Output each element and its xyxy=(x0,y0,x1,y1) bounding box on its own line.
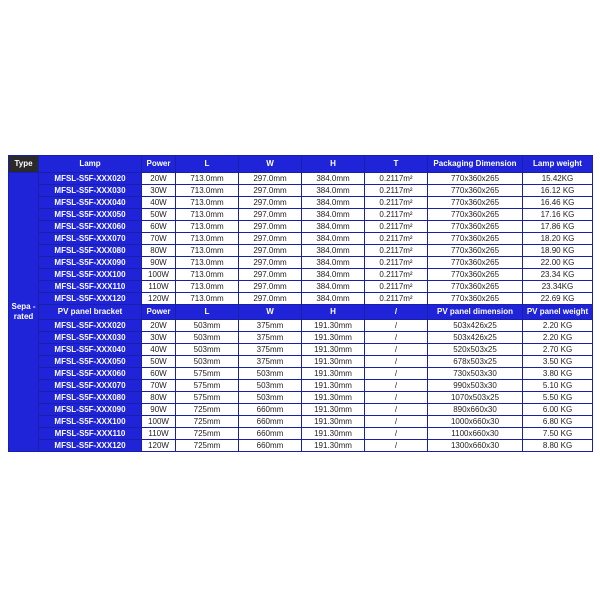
cell-dimension: 770x360x265 xyxy=(428,257,523,269)
cell-h: 384.0mm xyxy=(302,233,365,245)
cell-power: 80W xyxy=(142,392,176,404)
cell-w: 375mm xyxy=(239,332,302,344)
cell-t: 0.2117m² xyxy=(365,293,428,305)
cell-model: MFSL-S5F-XXX120 xyxy=(39,293,142,305)
cell-l: 725mm xyxy=(176,440,239,452)
header-h: H xyxy=(302,156,365,173)
pv-header-power: Power xyxy=(142,305,176,320)
cell-l: 713.0mm xyxy=(176,185,239,197)
header-lamp-weight: Lamp weight xyxy=(523,156,593,173)
table-row xyxy=(9,257,593,269)
table-row xyxy=(9,404,593,416)
cell-dimension: 890x660x30 xyxy=(428,404,523,416)
cell-w: 297.0mm xyxy=(239,245,302,257)
cell-power: 80W xyxy=(142,245,176,257)
cell-h: 191.30mm xyxy=(302,356,365,368)
cell-dimension: 503x426x25 xyxy=(428,332,523,344)
cell-l: 575mm xyxy=(176,368,239,380)
cell-model: MFSL-S5F-XXX050 xyxy=(39,209,142,221)
cell-h: 191.30mm xyxy=(302,416,365,428)
header-w: W xyxy=(239,156,302,173)
cell-h: 384.0mm xyxy=(302,197,365,209)
cell-l: 503mm xyxy=(176,344,239,356)
cell-dimension: 770x360x265 xyxy=(428,185,523,197)
cell-dimension: 770x360x265 xyxy=(428,173,523,185)
cell-power: 100W xyxy=(142,416,176,428)
cell-w: 375mm xyxy=(239,344,302,356)
cell-dimension: 770x360x265 xyxy=(428,209,523,221)
cell-power: 120W xyxy=(142,440,176,452)
cell-w: 503mm xyxy=(239,368,302,380)
cell-h: 384.0mm xyxy=(302,245,365,257)
cell-model: MFSL-S5F-XXX030 xyxy=(39,332,142,344)
cell-h: 384.0mm xyxy=(302,173,365,185)
cell-model: MFSL-S5F-XXX100 xyxy=(39,269,142,281)
table-row xyxy=(9,368,593,380)
cell-weight: 22.69 KG xyxy=(523,293,593,305)
table-header-row xyxy=(9,156,593,173)
cell-t: 0.2117m² xyxy=(365,233,428,245)
cell-l: 713.0mm xyxy=(176,209,239,221)
cell-w: 375mm xyxy=(239,356,302,368)
table-row xyxy=(9,281,593,293)
pv-header-dimension: PV panel dimension xyxy=(428,305,523,320)
cell-l: 725mm xyxy=(176,428,239,440)
cell-dimension: 770x360x265 xyxy=(428,233,523,245)
cell-weight: 5.50 KG xyxy=(523,392,593,404)
cell-power: 70W xyxy=(142,380,176,392)
cell-weight: 2.20 KG xyxy=(523,332,593,344)
cell-dimension: 503x426x25 xyxy=(428,320,523,332)
cell-dimension: 1070x503x25 xyxy=(428,392,523,404)
cell-l: 503mm xyxy=(176,356,239,368)
table-row xyxy=(9,440,593,452)
cell-model: MFSL-S5F-XXX040 xyxy=(39,344,142,356)
cell-t: / xyxy=(365,404,428,416)
cell-dimension: 730x503x30 xyxy=(428,368,523,380)
cell-weight: 8.80 KG xyxy=(523,440,593,452)
cell-l: 713.0mm xyxy=(176,173,239,185)
cell-model: MFSL-S5F-XXX070 xyxy=(39,380,142,392)
cell-model: MFSL-S5F-XXX080 xyxy=(39,392,142,404)
cell-t: / xyxy=(365,416,428,428)
cell-l: 575mm xyxy=(176,392,239,404)
table-row xyxy=(9,233,593,245)
pv-header-weight: PV panel weight xyxy=(523,305,593,320)
cell-power: 70W xyxy=(142,233,176,245)
cell-w: 297.0mm xyxy=(239,197,302,209)
cell-model: MFSL-S5F-XXX090 xyxy=(39,257,142,269)
cell-w: 297.0mm xyxy=(239,269,302,281)
cell-power: 20W xyxy=(142,173,176,185)
header-t: T xyxy=(365,156,428,173)
cell-t: 0.2117m² xyxy=(365,281,428,293)
cell-h: 384.0mm xyxy=(302,293,365,305)
cell-l: 575mm xyxy=(176,380,239,392)
cell-weight: 2.70 KG xyxy=(523,344,593,356)
cell-w: 660mm xyxy=(239,416,302,428)
cell-model: MFSL-S5F-XXX100 xyxy=(39,416,142,428)
cell-dimension: 770x360x265 xyxy=(428,293,523,305)
cell-power: 110W xyxy=(142,281,176,293)
table-body xyxy=(9,173,593,452)
cell-model: MFSL-S5F-XXX050 xyxy=(39,356,142,368)
cell-power: 90W xyxy=(142,404,176,416)
cell-l: 503mm xyxy=(176,332,239,344)
cell-h: 191.30mm xyxy=(302,392,365,404)
cell-w: 503mm xyxy=(239,380,302,392)
cell-power: 120W xyxy=(142,293,176,305)
table-row xyxy=(9,293,593,305)
cell-weight: 16.46 KG xyxy=(523,197,593,209)
cell-t: 0.2117m² xyxy=(365,173,428,185)
cell-dimension: 1000x660x30 xyxy=(428,416,523,428)
header-power: Power xyxy=(142,156,176,173)
table-row xyxy=(9,173,593,185)
spec-table xyxy=(8,155,593,452)
cell-t: 0.2117m² xyxy=(365,257,428,269)
cell-power: 110W xyxy=(142,428,176,440)
table-row xyxy=(9,332,593,344)
cell-dimension: 1300x660x30 xyxy=(428,440,523,452)
pv-header-bracket: PV panel bracket xyxy=(39,305,142,320)
cell-w: 375mm xyxy=(239,320,302,332)
pv-header-slash: / xyxy=(365,305,428,320)
cell-l: 713.0mm xyxy=(176,245,239,257)
cell-dimension: 990x503x30 xyxy=(428,380,523,392)
table-row xyxy=(9,197,593,209)
pv-header-w: W xyxy=(239,305,302,320)
cell-power: 100W xyxy=(142,269,176,281)
table-row xyxy=(9,380,593,392)
table-row xyxy=(9,428,593,440)
cell-h: 191.30mm xyxy=(302,428,365,440)
table-row xyxy=(9,221,593,233)
cell-t: / xyxy=(365,380,428,392)
cell-weight: 7.50 KG xyxy=(523,428,593,440)
cell-h: 191.30mm xyxy=(302,368,365,380)
cell-model: MFSL-S5F-XXX070 xyxy=(39,233,142,245)
cell-w: 297.0mm xyxy=(239,281,302,293)
cell-weight: 18.90 KG xyxy=(523,245,593,257)
cell-w: 297.0mm xyxy=(239,233,302,245)
header-l: L xyxy=(176,156,239,173)
cell-w: 660mm xyxy=(239,404,302,416)
cell-weight: 2.20 KG xyxy=(523,320,593,332)
cell-dimension: 770x360x265 xyxy=(428,197,523,209)
cell-power: 90W xyxy=(142,257,176,269)
cell-w: 297.0mm xyxy=(239,209,302,221)
cell-power: 30W xyxy=(142,332,176,344)
table-row xyxy=(9,320,593,332)
cell-h: 191.30mm xyxy=(302,332,365,344)
pv-header-h: H xyxy=(302,305,365,320)
cell-t: / xyxy=(365,392,428,404)
cell-t: / xyxy=(365,356,428,368)
cell-model: MFSL-S5F-XXX040 xyxy=(39,197,142,209)
cell-weight: 6.80 KG xyxy=(523,416,593,428)
cell-t: 0.2117m² xyxy=(365,221,428,233)
cell-l: 713.0mm xyxy=(176,269,239,281)
cell-weight: 23.34 KG xyxy=(523,269,593,281)
header-type: Type xyxy=(9,156,39,173)
cell-l: 713.0mm xyxy=(176,233,239,245)
table-row xyxy=(9,392,593,404)
table-row xyxy=(9,416,593,428)
header-packaging: Packaging Dimension xyxy=(428,156,523,173)
cell-model: MFSL-S5F-XXX060 xyxy=(39,368,142,380)
cell-model: MFSL-S5F-XXX020 xyxy=(39,320,142,332)
cell-model: MFSL-S5F-XXX020 xyxy=(39,173,142,185)
cell-model: MFSL-S5F-XXX090 xyxy=(39,404,142,416)
cell-h: 191.30mm xyxy=(302,404,365,416)
cell-w: 297.0mm xyxy=(239,293,302,305)
cell-w: 660mm xyxy=(239,440,302,452)
cell-t: 0.2117m² xyxy=(365,269,428,281)
cell-dimension: 678x503x25 xyxy=(428,356,523,368)
cell-t: 0.2117m² xyxy=(365,197,428,209)
cell-weight: 6.00 KG xyxy=(523,404,593,416)
cell-t: / xyxy=(365,332,428,344)
cell-weight: 22.00 KG xyxy=(523,257,593,269)
cell-h: 384.0mm xyxy=(302,185,365,197)
cell-h: 384.0mm xyxy=(302,281,365,293)
cell-w: 297.0mm xyxy=(239,173,302,185)
cell-model: MFSL-S5F-XXX120 xyxy=(39,440,142,452)
cell-t: / xyxy=(365,428,428,440)
table-row xyxy=(9,356,593,368)
cell-h: 191.30mm xyxy=(302,344,365,356)
cell-h: 384.0mm xyxy=(302,269,365,281)
cell-weight: 16.12 KG xyxy=(523,185,593,197)
cell-weight: 23.34KG xyxy=(523,281,593,293)
cell-power: 20W xyxy=(142,320,176,332)
cell-h: 191.30mm xyxy=(302,320,365,332)
cell-power: 40W xyxy=(142,344,176,356)
cell-h: 384.0mm xyxy=(302,209,365,221)
cell-dimension: 770x360x265 xyxy=(428,269,523,281)
cell-dimension: 770x360x265 xyxy=(428,281,523,293)
cell-l: 713.0mm xyxy=(176,281,239,293)
cell-power: 50W xyxy=(142,209,176,221)
cell-w: 297.0mm xyxy=(239,257,302,269)
cell-model: MFSL-S5F-XXX030 xyxy=(39,185,142,197)
table-row xyxy=(9,245,593,257)
cell-power: 60W xyxy=(142,221,176,233)
cell-h: 191.30mm xyxy=(302,440,365,452)
pv-header-l: L xyxy=(176,305,239,320)
header-lamp: Lamp xyxy=(39,156,142,173)
cell-power: 50W xyxy=(142,356,176,368)
cell-dimension: 520x503x25 xyxy=(428,344,523,356)
cell-l: 713.0mm xyxy=(176,221,239,233)
cell-dimension: 1100x660x30 xyxy=(428,428,523,440)
cell-t: / xyxy=(365,344,428,356)
pv-header-row xyxy=(9,305,593,320)
table-row xyxy=(9,185,593,197)
cell-t: / xyxy=(365,368,428,380)
cell-dimension: 770x360x265 xyxy=(428,221,523,233)
cell-weight: 18.20 KG xyxy=(523,233,593,245)
cell-h: 191.30mm xyxy=(302,380,365,392)
cell-t: 0.2117m² xyxy=(365,185,428,197)
cell-l: 713.0mm xyxy=(176,197,239,209)
cell-l: 725mm xyxy=(176,416,239,428)
cell-model: MFSL-S5F-XXX080 xyxy=(39,245,142,257)
table-row xyxy=(9,209,593,221)
cell-h: 384.0mm xyxy=(302,257,365,269)
cell-w: 503mm xyxy=(239,392,302,404)
cell-model: MFSL-S5F-XXX060 xyxy=(39,221,142,233)
cell-weight: 17.86 KG xyxy=(523,221,593,233)
cell-l: 503mm xyxy=(176,320,239,332)
cell-weight: 17.16 KG xyxy=(523,209,593,221)
cell-w: 297.0mm xyxy=(239,221,302,233)
cell-power: 40W xyxy=(142,197,176,209)
table-row xyxy=(9,269,593,281)
cell-w: 297.0mm xyxy=(239,185,302,197)
cell-l: 713.0mm xyxy=(176,293,239,305)
cell-l: 725mm xyxy=(176,404,239,416)
cell-w: 660mm xyxy=(239,428,302,440)
type-separated-cell: Sepa -rated xyxy=(9,173,39,452)
cell-h: 384.0mm xyxy=(302,221,365,233)
cell-model: MFSL-S5F-XXX110 xyxy=(39,281,142,293)
cell-weight: 3.80 KG xyxy=(523,368,593,380)
cell-t: / xyxy=(365,320,428,332)
table-row xyxy=(9,344,593,356)
cell-weight: 5.10 KG xyxy=(523,380,593,392)
cell-l: 713.0mm xyxy=(176,257,239,269)
cell-weight: 3.50 KG xyxy=(523,356,593,368)
cell-power: 60W xyxy=(142,368,176,380)
cell-dimension: 770x360x265 xyxy=(428,245,523,257)
cell-model: MFSL-S5F-XXX110 xyxy=(39,428,142,440)
cell-t: 0.2117m² xyxy=(365,209,428,221)
cell-t: 0.2117m² xyxy=(365,245,428,257)
cell-t: / xyxy=(365,440,428,452)
cell-power: 30W xyxy=(142,185,176,197)
cell-weight: 15.42KG xyxy=(523,173,593,185)
